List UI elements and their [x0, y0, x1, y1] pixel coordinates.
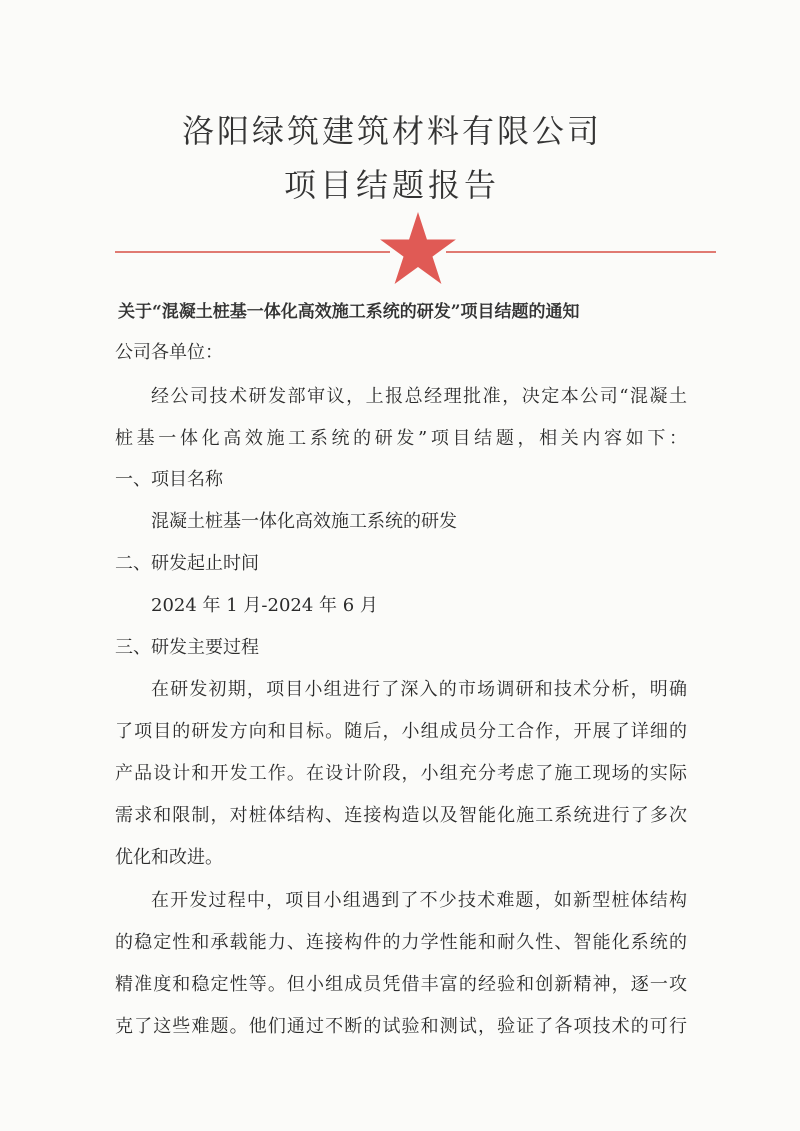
paragraph-line: 需求和限制，对桩体结构、连接构造以及智能化施工系统进行了多次: [115, 805, 687, 826]
paragraph-line: 产品设计和开发工作。在设计阶段，小组充分考虑了施工现场的实际: [115, 763, 687, 784]
paragraph-line: 优化和改进。: [115, 847, 223, 868]
red-rule-left: [115, 251, 390, 253]
company-name: 洛阳绿筑建筑材料有限公司: [181, 112, 602, 150]
section-body: 2024 年 1 月-2024 年 6 月: [151, 595, 378, 616]
report-title: 项目结题报告: [283, 166, 500, 204]
salutation: 公司各单位：: [115, 342, 223, 363]
paragraph-line: 克了这些难题。他们通过不断的试验和测试，验证了各项技术的可行: [115, 1016, 687, 1037]
paragraph-line: 的稳定性和承载能力、连接构件的力学性能和耐久性、智能化系统的: [115, 932, 687, 953]
intro-line: 经公司技术研发部审议，上报总经理批准，决定本公司“混凝土: [151, 386, 687, 407]
section-heading: 三、研发主要过程: [115, 637, 259, 658]
section-heading: 一、项目名称: [115, 469, 223, 490]
paragraph-line: 精准度和稳定性等。但小组成员凭借丰富的经验和创新精神，逐一攻: [115, 974, 687, 995]
notice-title: 关于“混凝土桩基一体化高效施工系统的研发”项目结题的通知: [118, 302, 580, 322]
section-body: 混凝土桩基一体化高效施工系统的研发: [151, 511, 457, 532]
section-heading: 二、研发起止时间: [115, 553, 259, 574]
paragraph-line: 在研发初期，项目小组进行了深入的市场调研和技术分析，明确: [151, 679, 687, 700]
paragraph-line: 了项目的研发方向和目标。随后，小组成员分工合作，开展了详细的: [115, 721, 687, 742]
red-star-icon: [380, 212, 456, 284]
paragraph-line: 在开发过程中，项目小组遇到了不少技术难题，如新型桩体结构: [151, 890, 687, 911]
red-rule-right: [446, 251, 716, 253]
intro-line: 桩基一体化高效施工系统的研发”项目结题，相关内容如下：: [115, 428, 687, 449]
